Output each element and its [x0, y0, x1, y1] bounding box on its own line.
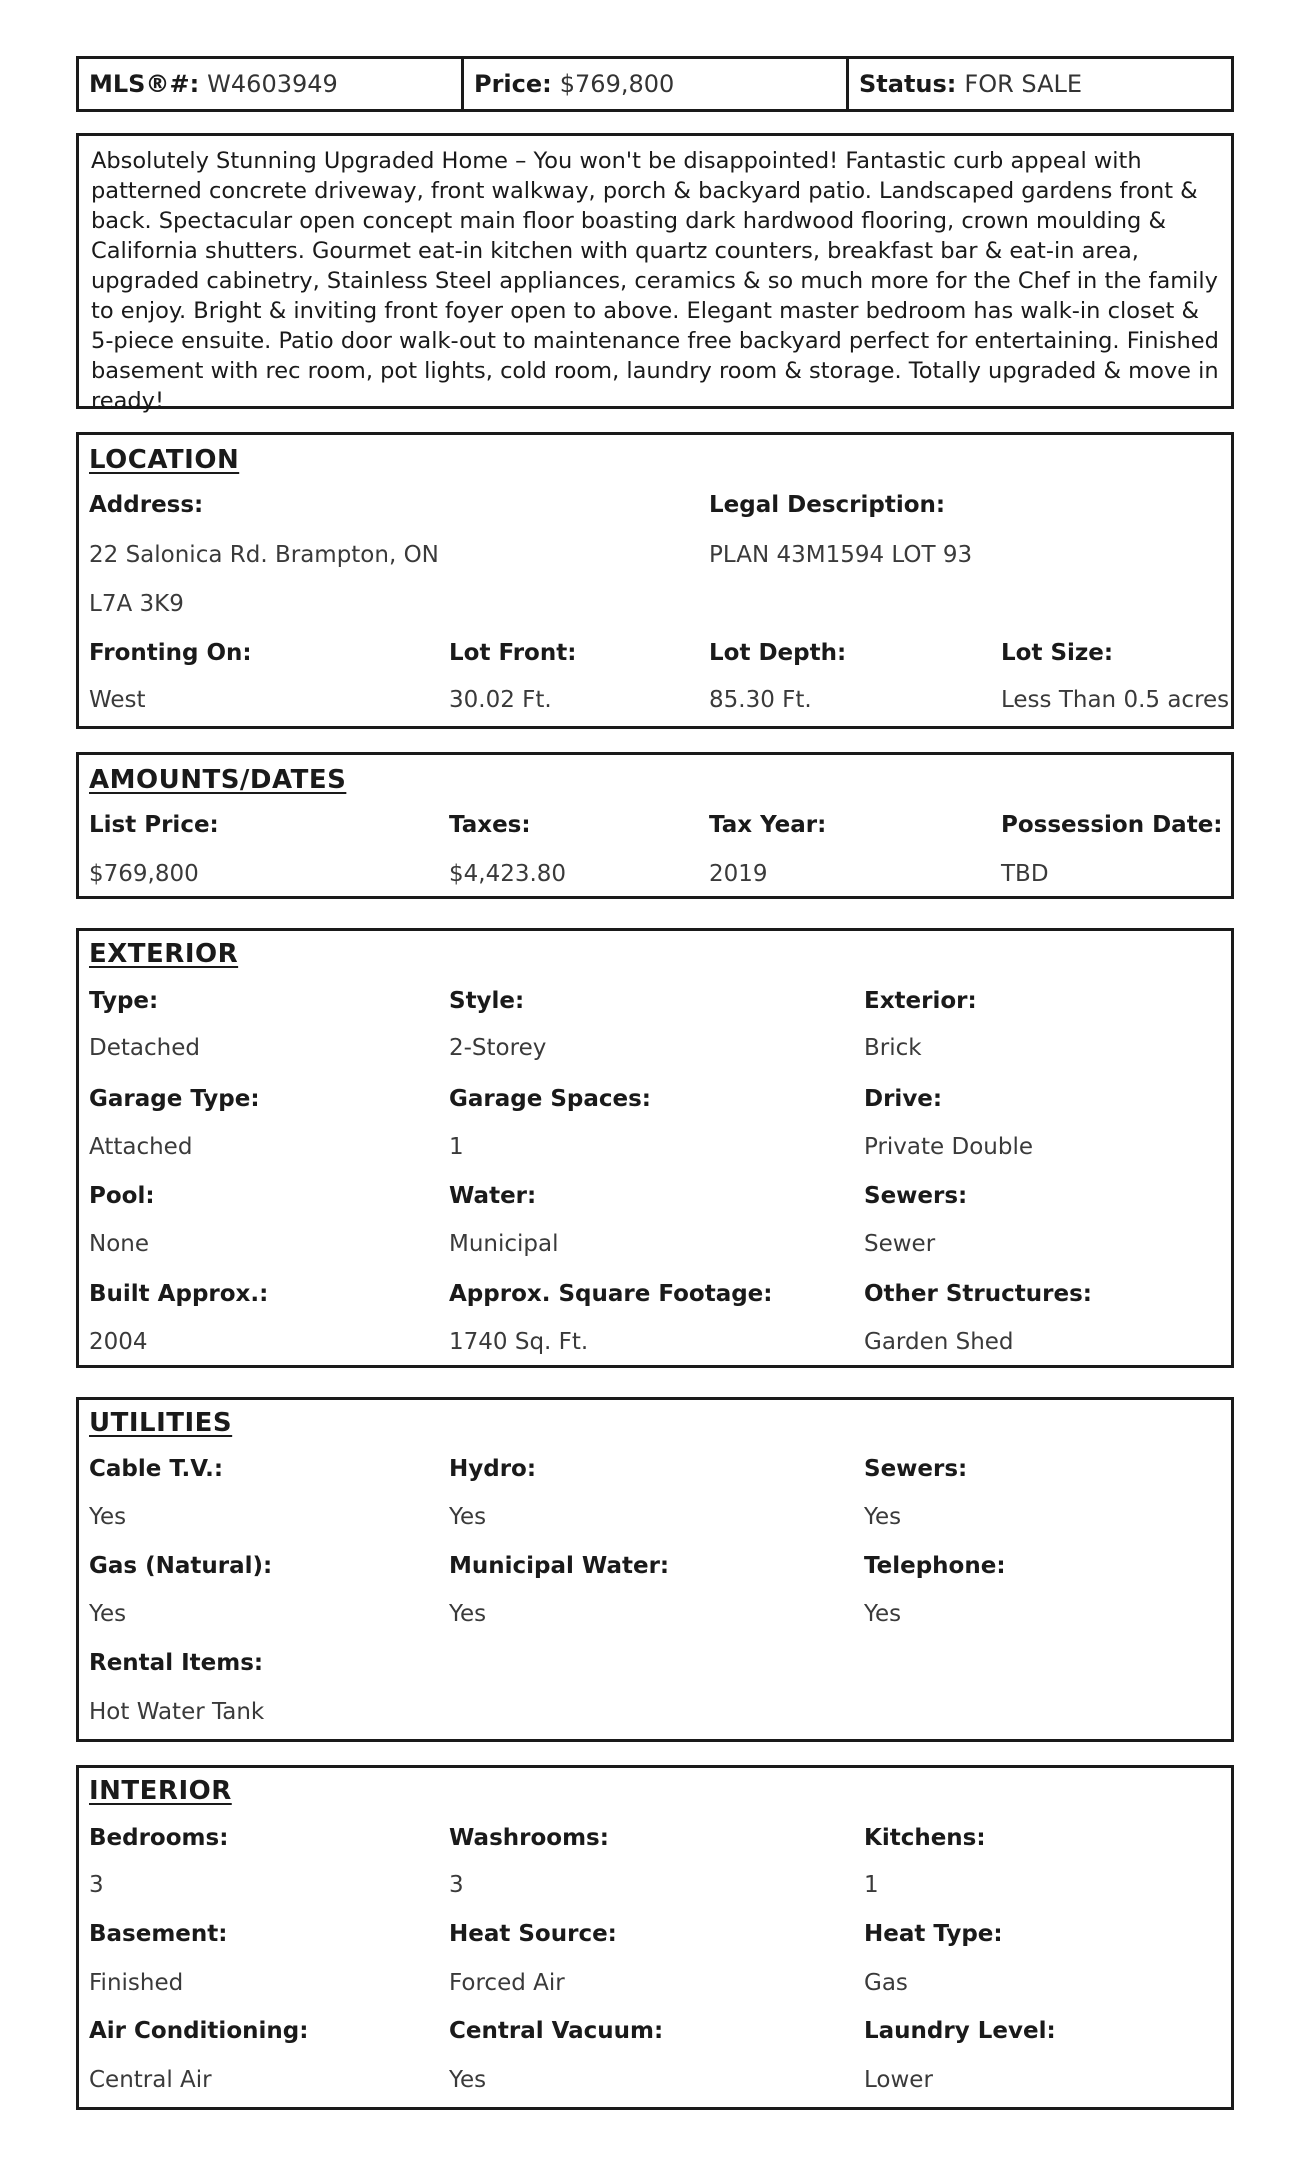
property-description: Absolutely Stunning Upgraded Home – You won't be disappointed! Fantastic curb appeal with patterned concrete driveway, front walkway, porch & backyard patio. Landscaped gardens front & back. Spectacular open concept main floor boasting dark hardwood flooring, crown moulding & California shutters. Gourmet eat-in kitchen with quartz counters, breakfast bar & eat-in area, upgraded cabinetry, Stainless Steel appliances, ceramics & so much more for the Chef in the family to enjoy. Bright & inviting front foyer open to above. Elegant master bedroom has walk-in closet & 5-piece ensuite. Patio door walk-out to maintenance free backyard perfect for entertaining. Finished basement with rec room, pot lights, cold room, laundry room & storage. Totally upgraded & move in ready!	[91, 148, 1219, 414]
water-label: Water:	[449, 1183, 537, 1209]
gas-label: Gas (Natural):	[89, 1553, 273, 1579]
drive-label: Drive:	[864, 1086, 943, 1112]
listing-header	[76, 56, 1234, 112]
garage-spaces-label: Garage Spaces:	[449, 1086, 652, 1112]
telephone-label: Telephone:	[864, 1553, 1006, 1579]
telephone-value: Yes	[864, 1601, 902, 1627]
status-label: Status:	[859, 70, 957, 98]
mls-label: MLS®#:	[89, 70, 200, 98]
type-value: Detached	[89, 1035, 200, 1061]
location-title: LOCATION	[89, 445, 240, 475]
cable-tv-value: Yes	[89, 1504, 127, 1530]
municipal-water-value: Yes	[449, 1601, 487, 1627]
basement-value: Finished	[89, 1970, 184, 1996]
lot-size-label: Lot Size:	[1001, 640, 1114, 666]
amounts-section	[76, 752, 1234, 899]
basement-label: Basement:	[89, 1921, 228, 1947]
address-line2: L7A 3K9	[89, 591, 184, 617]
exterior-title: EXTERIOR	[89, 939, 239, 969]
municipal-water-label: Municipal Water:	[449, 1553, 670, 1579]
amounts-title: AMOUNTS/DATES	[89, 765, 347, 795]
location-section	[76, 432, 1234, 729]
pool-label: Pool:	[89, 1183, 155, 1209]
price-value: $769,800	[559, 70, 675, 98]
taxes-label: Taxes:	[449, 812, 531, 838]
taxes-value: $4,423.80	[449, 861, 567, 887]
washrooms-label: Washrooms:	[449, 1825, 609, 1851]
style-label: Style:	[449, 988, 525, 1014]
square-footage-label: Approx. Square Footage:	[449, 1281, 773, 1307]
built-approx-label: Built Approx.:	[89, 1281, 269, 1307]
utilities-section	[76, 1397, 1234, 1742]
possession-date-label: Possession Date:	[1001, 812, 1223, 838]
tax-year-label: Tax Year:	[709, 812, 827, 838]
garage-spaces-value: 1	[449, 1134, 464, 1160]
pool-value: None	[89, 1231, 150, 1257]
gas-value: Yes	[89, 1601, 127, 1627]
type-label: Type:	[89, 988, 159, 1014]
laundry-level-label: Laundry Level:	[864, 2018, 1056, 2044]
status-cell	[846, 59, 1231, 109]
legal-description-value: PLAN 43M1594 LOT 93	[709, 542, 973, 568]
description-box	[76, 133, 1234, 414]
garage-type-label: Garage Type:	[89, 1086, 260, 1112]
interior-title: INTERIOR	[89, 1776, 232, 1806]
lot-size-value: Less Than 0.5 acres	[1001, 687, 1230, 713]
heat-type-label: Heat Type:	[864, 1921, 1003, 1947]
list-price-label: List Price:	[89, 812, 219, 838]
status-value: FOR SALE	[964, 70, 1083, 98]
built-approx-value: 2004	[89, 1329, 148, 1355]
air-conditioning-value: Central Air	[89, 2067, 212, 2093]
washrooms-value: 3	[449, 1872, 464, 1898]
list-price-value: $769,800	[89, 861, 199, 887]
drive-value: Private Double	[864, 1134, 1033, 1160]
other-structures-label: Other Structures:	[864, 1281, 1092, 1307]
lot-front-value: 30.02 Ft.	[449, 687, 552, 713]
bedrooms-value: 3	[89, 1872, 104, 1898]
central-vacuum-value: Yes	[449, 2067, 487, 2093]
air-conditioning-label: Air Conditioning:	[89, 2018, 309, 2044]
tax-year-value: 2019	[709, 861, 768, 887]
garage-type-value: Attached	[89, 1134, 193, 1160]
rental-items-label: Rental Items:	[89, 1650, 264, 1676]
central-vacuum-label: Central Vacuum:	[449, 2018, 664, 2044]
kitchens-value: 1	[864, 1872, 879, 1898]
possession-date-value: TBD	[1001, 861, 1049, 887]
exterior-value: Brick	[864, 1035, 922, 1061]
price-cell	[461, 59, 846, 109]
address-label: Address:	[89, 492, 204, 518]
exterior-label: Exterior:	[864, 988, 977, 1014]
lot-depth-value: 85.30 Ft.	[709, 687, 812, 713]
heat-source-label: Heat Source:	[449, 1921, 617, 1947]
utilities-title: UTILITIES	[89, 1408, 233, 1438]
heat-type-value: Gas	[864, 1970, 908, 1996]
address-line1: 22 Salonica Rd. Brampton, ON	[89, 542, 439, 568]
square-footage-value: 1740 Sq. Ft.	[449, 1329, 589, 1355]
fronting-label: Fronting On:	[89, 640, 252, 666]
fronting-value: West	[89, 687, 146, 713]
style-value: 2-Storey	[449, 1035, 547, 1061]
legal-description-label: Legal Description:	[709, 492, 946, 518]
other-structures-value: Garden Shed	[864, 1329, 1014, 1355]
utility-sewers-label: Sewers:	[864, 1456, 968, 1482]
hydro-label: Hydro:	[449, 1456, 537, 1482]
interior-section	[76, 1765, 1234, 2110]
sewers-value: Sewer	[864, 1231, 936, 1257]
price-label: Price:	[474, 70, 552, 98]
heat-source-value: Forced Air	[449, 1970, 565, 1996]
bedrooms-label: Bedrooms:	[89, 1825, 229, 1851]
utility-sewers-value: Yes	[864, 1504, 902, 1530]
cable-tv-label: Cable T.V.:	[89, 1456, 224, 1482]
sewers-label: Sewers:	[864, 1183, 968, 1209]
laundry-level-value: Lower	[864, 2067, 933, 2093]
water-value: Municipal	[449, 1231, 559, 1257]
kitchens-label: Kitchens:	[864, 1825, 986, 1851]
mls-value: W4603949	[207, 70, 338, 98]
mls-number-cell	[79, 59, 461, 109]
rental-items-value: Hot Water Tank	[89, 1699, 265, 1725]
hydro-value: Yes	[449, 1504, 487, 1530]
lot-front-label: Lot Front:	[449, 640, 577, 666]
exterior-section	[76, 928, 1234, 1368]
lot-depth-label: Lot Depth:	[709, 640, 847, 666]
